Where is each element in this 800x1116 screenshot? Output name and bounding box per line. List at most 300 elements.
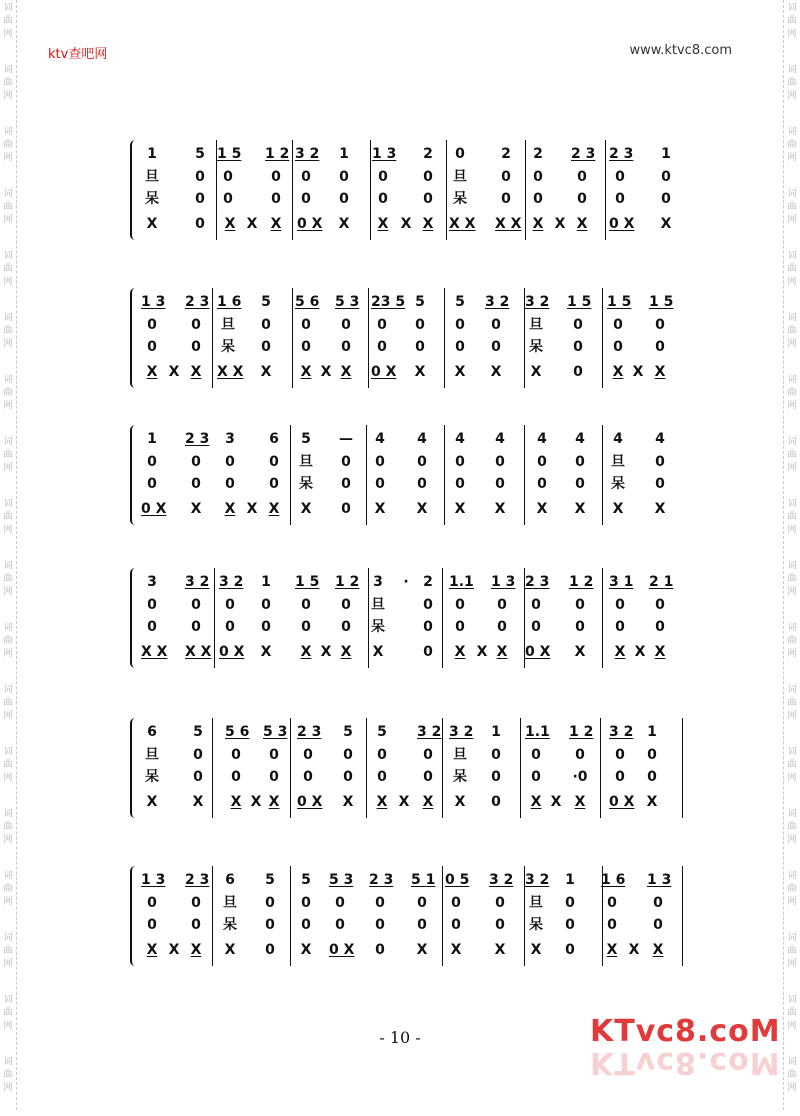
score-note: 0 [195,169,205,185]
score-note: 0 [423,769,433,785]
score-note: 0 [565,942,575,958]
score-note: 5 3 [335,294,360,310]
watermark-glyph: 网 [3,959,13,969]
score-note: 0 [661,191,671,207]
score-note: 0 [613,317,623,333]
score-note: 0 [303,769,313,785]
watermark-glyph: 网 [787,959,797,969]
score-note: 0 [225,619,235,635]
score-note: 0 X [525,644,551,660]
watermark-glyph: 网 [787,29,797,39]
score-note: X [660,216,672,232]
watermark-group [785,682,799,744]
watermark-group [1,372,15,434]
score-note: 0 [269,476,279,492]
score-note: 0 [615,597,625,613]
score-note: X X [495,216,522,232]
score-note: 0 [341,317,351,333]
watermark-group [1,558,15,620]
logo-reflection: KTvc8.coM [590,1045,781,1080]
score-note: 1 2 [335,574,360,590]
melody-row [130,870,683,892]
score-note: 呆 [145,191,159,207]
watermark-glyph: 曲 [787,202,797,212]
score-note: 0 [537,454,547,470]
score-note: 0 [491,317,501,333]
score-note: 4 [613,431,623,447]
melody-row [130,572,683,594]
melody-row [130,722,683,744]
score-note: X [300,942,312,958]
score-note: 0 [533,191,543,207]
score-note: X [377,216,389,232]
watermark-glyph: 曲 [787,760,797,770]
score-note: 1.1 [449,574,474,590]
score-note: 0 [607,895,617,911]
dai-row [130,337,683,359]
dan-row [130,745,683,767]
score-note: 1 3 [491,574,516,590]
watermark-group [785,558,799,620]
watermark-glyph: 词 [787,313,797,323]
score-note: 0 X [329,942,355,958]
score-note: X [168,942,180,958]
score-note: 0 [193,769,203,785]
melody-row [130,429,683,451]
watermark-glyph: 网 [3,153,13,163]
score-note: 0 [271,169,281,185]
score-note: 0 [301,895,311,911]
score-note: X [190,942,202,958]
score-note: 0 [341,339,351,355]
watermark-group [1,682,15,744]
watermark-glyph: 曲 [787,636,797,646]
score-note: 0 [303,747,313,763]
score-note: 0 [375,476,385,492]
score-note: 旦 [145,747,159,763]
watermark-glyph: 网 [3,835,13,845]
score-note: 0 X [219,644,245,660]
score-note: 1 5 [607,294,632,310]
watermark-glyph: 网 [787,215,797,225]
score-note: 0 [455,339,465,355]
score-note: 0 [195,191,205,207]
score-note: X [422,216,434,232]
score-system [130,568,683,668]
score-note: 呆 [529,339,543,355]
watermark-group [1,744,15,806]
score-note: 0 [565,917,575,933]
score-note: X X [449,216,476,232]
score-note: 0 [423,597,433,613]
watermark-glyph: 网 [787,339,797,349]
watermark-glyph: 曲 [787,946,797,956]
watermark-glyph: 曲 [787,326,797,336]
score-note: 2 [423,146,433,162]
score-note: 0 [147,895,157,911]
score-note: · [403,574,409,590]
site-name[interactable]: ktv查吧网 [48,47,108,62]
score-note: 3 2 [525,872,550,888]
score-note: 0 [191,895,201,911]
score-note: 0 [647,747,657,763]
score-note: 1 5 [217,146,242,162]
watermark-glyph: 词 [787,499,797,509]
score-note: X [320,644,332,660]
score-note: 23 5 [371,294,406,310]
score-note: X [338,216,350,232]
score-note: X X [141,644,168,660]
score-note: 0 [575,619,585,635]
score-note: 0 [341,454,351,470]
score-note: 5 [195,146,205,162]
score-note: 0 [615,769,625,785]
dai-row [130,617,683,639]
watermark-glyph: 曲 [787,16,797,26]
watermark-glyph: 网 [787,587,797,597]
score-note: 0 [265,895,275,911]
score-note: 1 5 [649,294,674,310]
watermark-glyph: 词 [787,1057,797,1067]
score-note: 6 [225,872,235,888]
score-note: 1 3 [141,294,166,310]
watermark-glyph: 词 [787,3,797,13]
score-note: 0 [343,747,353,763]
score-note: X [530,794,542,810]
score-note: X [376,794,388,810]
watermark-group [1,0,15,62]
score-note: 0 [415,339,425,355]
score-note: 0 [265,942,275,958]
watermark-group [1,186,15,248]
score-note: 0 [495,476,505,492]
score-note: 0 [615,619,625,635]
watermark-glyph: 词 [787,375,797,385]
score-system [130,718,683,818]
score-note: 5 [301,872,311,888]
score-note: X [550,794,562,810]
score-note: 2 [501,146,511,162]
score-note: X [612,501,624,517]
watermark-group [1,806,15,868]
score-note: 5 3 [329,872,354,888]
watermark-glyph: 网 [3,463,13,473]
watermark-group [785,1054,799,1116]
score-note: X [646,794,658,810]
score-note: X [654,364,666,380]
watermark-glyph: 词 [3,995,13,1005]
watermark-glyph: 词 [787,747,797,757]
score-note: 0 [191,476,201,492]
score-note: 0 [375,895,385,911]
score-note: 0 [615,191,625,207]
score-note: 呆 [453,769,467,785]
score-note: 0 [191,454,201,470]
score-note: 0 [495,895,505,911]
score-note: 0 [261,619,271,635]
watermark-glyph: 词 [3,251,13,261]
watermark-glyph: 网 [787,463,797,473]
score-note: 0 [231,769,241,785]
watermark-glyph: 网 [3,29,13,39]
score-note: X [146,364,158,380]
score-note: 0 [455,597,465,613]
watermark-group [785,372,799,434]
score-note: X [634,644,646,660]
watermark-glyph: 曲 [3,326,13,336]
score-note: 0 [575,476,585,492]
score-note: 0 [191,339,201,355]
score-note: 6 [147,724,157,740]
melody-row [130,292,683,314]
score-note: ·0 [572,769,588,785]
watermark-glyph: 曲 [787,884,797,894]
score-note: 0 [565,895,575,911]
score-note: 3 2 [525,294,550,310]
watermark-glyph: 词 [3,871,13,881]
score-note: 0 [423,619,433,635]
score-note: 1 6 [601,872,626,888]
watermark-glyph: 词 [3,189,13,199]
score-note: X [532,216,544,232]
score-note: 0 [655,619,665,635]
score-note: 1 [147,146,157,162]
watermark-glyph: 曲 [3,264,13,274]
score-note: 2 3 [185,294,210,310]
score-note: 0 [377,747,387,763]
watermark-glyph: 曲 [787,140,797,150]
score-note: 4 [537,431,547,447]
score-note: 1 2 [569,574,594,590]
percussion-row [130,792,683,814]
score-note: X [340,364,352,380]
watermark-glyph: 词 [3,1057,13,1067]
score-note: 0 [147,476,157,492]
score-note: 0 [491,769,501,785]
score-note: 0 [615,747,625,763]
score-note: 0 [341,501,351,517]
score-note: X [574,644,586,660]
score-note: 0 5 [445,872,470,888]
score-system [130,288,683,388]
score-note: X [554,216,566,232]
score-note: X [192,794,204,810]
score-note: X [454,644,466,660]
score-note: 0 X [609,794,635,810]
score-note: 2 1 [649,574,674,590]
watermark-glyph: 网 [3,773,13,783]
score-note: 0 [415,317,425,333]
watermark-glyph: 曲 [3,388,13,398]
score-note: 0 [375,917,385,933]
score-note: 0 [647,769,657,785]
watermark-glyph: 词 [3,561,13,571]
score-note: X [372,644,384,660]
score-note: 0 [147,619,157,635]
score-note: 旦 [145,169,159,185]
watermark-glyph: 网 [3,277,13,287]
score-note: 0 [147,917,157,933]
score-note: 0 [455,476,465,492]
score-note: 0 [537,476,547,492]
watermark-group [785,186,799,248]
score-note: 0 [497,597,507,613]
score-note: 0 [147,317,157,333]
score-note: 0 [261,339,271,355]
score-note: X [146,942,158,958]
score-note: 5 6 [225,724,250,740]
score-note: 0 [501,191,511,207]
score-note: 0 [531,597,541,613]
score-note: 呆 [371,619,385,635]
score-note: 0 [223,169,233,185]
watermark-group [785,62,799,124]
watermark-glyph: 网 [787,835,797,845]
watermark-glyph: 词 [787,933,797,943]
score-note: 3 [147,574,157,590]
score-note: 0 [451,895,461,911]
score-note: X [574,501,586,517]
score-note: X [260,364,272,380]
watermark-glyph: 曲 [3,884,13,894]
score-note: 0 [451,917,461,933]
score-note: 0 [269,454,279,470]
watermark-group [1,124,15,186]
score-note: 2 3 [185,431,210,447]
score-note: X X [185,644,212,660]
watermark-glyph: 词 [3,809,13,819]
score-note: 0 X [297,216,323,232]
score-note: 0 [341,619,351,635]
score-note: 3 2 [417,724,442,740]
score-note: X [454,501,466,517]
watermark-glyph: 网 [3,525,13,535]
score-note: X [496,644,508,660]
score-note: 0 [495,454,505,470]
score-note: X [612,364,624,380]
score-note: X [614,644,626,660]
watermark-glyph: 词 [787,65,797,75]
score-note: X [224,216,236,232]
score-note: 0 [655,476,665,492]
watermark-glyph: 曲 [3,78,13,88]
watermark-glyph: 曲 [3,760,13,770]
score-note: 5 [415,294,425,310]
score-note: X [260,644,272,660]
score-note: 2 3 [297,724,322,740]
watermark-glyph: 词 [787,685,797,695]
score-note: 5 1 [411,872,436,888]
score-note: 0 [191,317,201,333]
score-note: X [576,216,588,232]
score-note: 0 [191,597,201,613]
score-note: 3 2 [219,574,244,590]
watermark-glyph: 网 [787,153,797,163]
dan-row [130,893,683,915]
watermark-group [785,310,799,372]
watermark-glyph: 曲 [3,822,13,832]
watermark-group [1,62,15,124]
watermark-glyph: 网 [3,339,13,349]
score-note: 6 [269,431,279,447]
score-note: X [224,501,236,517]
watermark-glyph: 曲 [787,574,797,584]
score-note: X [342,794,354,810]
score-note: 5 [193,724,203,740]
score-note: 4 [375,431,385,447]
score-note: 1 [661,146,671,162]
score-note: 0 [573,317,583,333]
score-note: 5 [455,294,465,310]
watermark-group [785,744,799,806]
score-note: X [574,794,586,810]
melody-row [130,144,683,166]
score-note: 0 [231,747,241,763]
score-note: 4 [417,431,427,447]
score-note: 0 [223,191,233,207]
score-note: 0 [575,597,585,613]
score-note: X [530,942,542,958]
score-note: 3 2 [485,294,510,310]
score-note: 旦 [221,317,235,333]
watermark-glyph: 曲 [3,946,13,956]
score-note: 0 [377,317,387,333]
watermark-group [1,868,15,930]
watermark-glyph: 词 [3,3,13,13]
score-note: 1 5 [567,294,592,310]
score-note: X [606,942,618,958]
score-note: X [340,644,352,660]
score-note: X [530,364,542,380]
score-note: 0 [375,454,385,470]
score-note: 0 [423,169,433,185]
score-note: 0 [225,476,235,492]
score-note: 0 [615,169,625,185]
score-note: 5 6 [295,294,320,310]
score-note: 1 [491,724,501,740]
watermark-group [1,620,15,682]
dai-row [130,474,683,496]
watermark-glyph: 词 [3,65,13,75]
score-note: X [374,501,386,517]
score-note: 0 X [371,364,397,380]
score-note: — [339,431,353,447]
score-note: 1 2 [569,724,594,740]
site-url[interactable]: www.ktvc8.com [629,43,732,58]
score-note: 0 [423,191,433,207]
score-note: 0 [147,339,157,355]
score-note: 1 [647,724,657,740]
score-note: X [652,942,664,958]
score-note: 3 [373,574,383,590]
score-note: 1 3 [372,146,397,162]
score-note: X [416,501,428,517]
score-note: 4 [495,431,505,447]
score-note: 0 [575,747,585,763]
watermark-glyph: 词 [3,437,13,447]
watermark-glyph: 词 [3,685,13,695]
watermark-group [785,124,799,186]
score-note: 0 [417,476,427,492]
score-system [130,140,683,240]
score-note: 4 [655,431,665,447]
score-note: 0 [375,942,385,958]
dai-row [130,767,683,789]
dai-row [130,189,683,211]
score-note: 旦 [453,747,467,763]
score-note: 0 [423,747,433,763]
watermark-glyph: 词 [787,809,797,819]
